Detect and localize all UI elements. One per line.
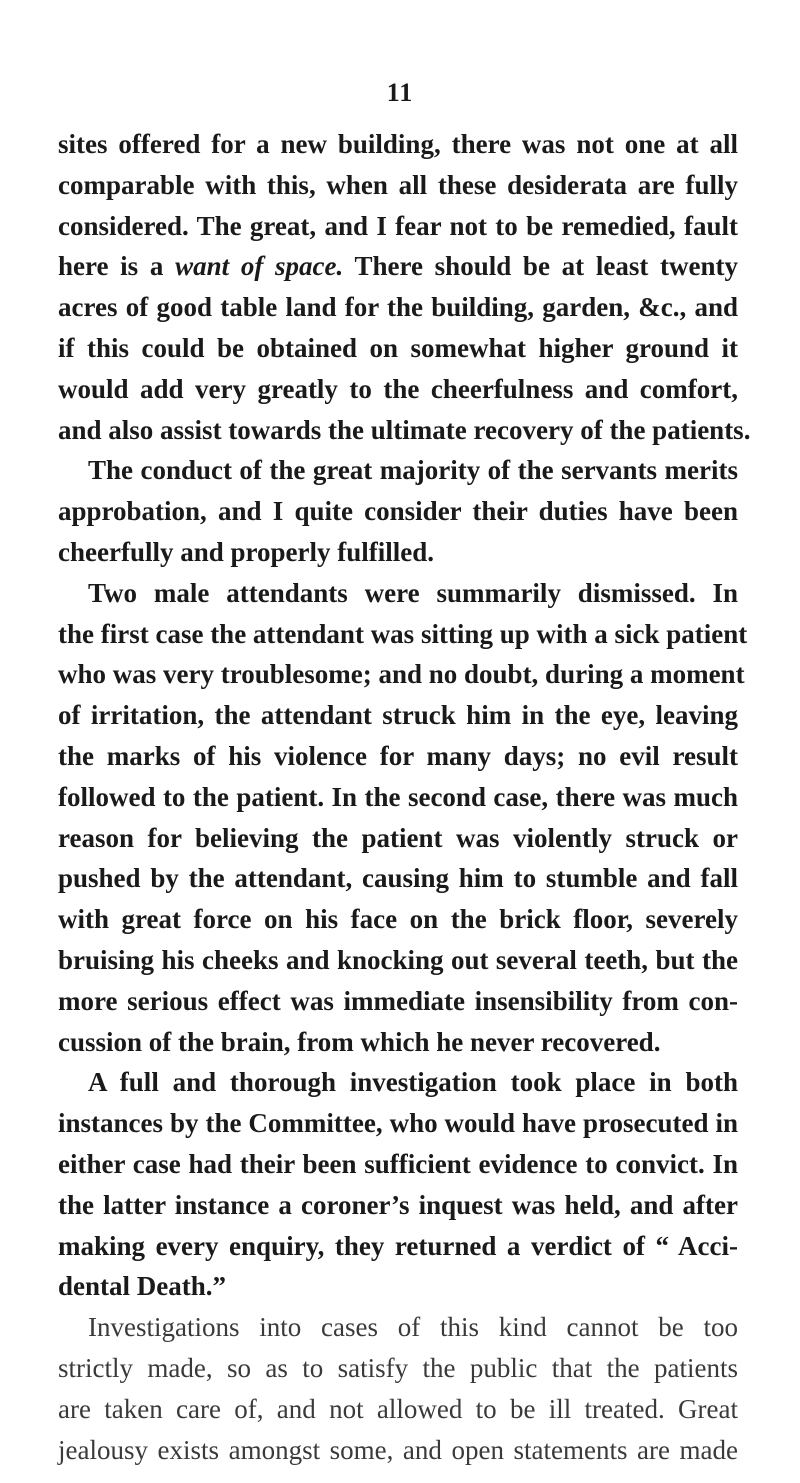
text-line: The conduct of the great majority of the servants merits bbox=[88, 455, 738, 486]
text-line: the marks of his violence for many days; no evil result bbox=[58, 740, 738, 771]
text-line: cussion of the brain, from which he never recovered. bbox=[58, 1026, 661, 1057]
text-line: would add very greatly to the cheerfulness and comfort, bbox=[58, 373, 738, 404]
text-line: A full and thorough investigation took place in both bbox=[88, 1067, 738, 1098]
italic-phrase: want of space. bbox=[175, 251, 344, 282]
text-line: reason for believing the patient was violently struck or bbox=[58, 822, 738, 853]
text-line: instances by the Committee, who would have prosecuted in bbox=[58, 1108, 738, 1139]
text-run: here is a bbox=[58, 251, 176, 282]
text-line: with great force on his face on the brick floor, severely bbox=[58, 904, 738, 935]
text-line: jealousy exists amongst some, and open statements are made bbox=[58, 1434, 738, 1465]
text-line: if this could be obtained on somewhat higher ground it bbox=[58, 332, 738, 363]
text-line: more serious effect was immediate insensibility from con- bbox=[58, 985, 738, 1016]
text-run: There should be at least twenty bbox=[343, 251, 738, 282]
text-line: and also assist towards the ultimate recovery of the patients. bbox=[58, 414, 751, 445]
text-line: bruising his cheeks and knocking out several teeth, but the bbox=[58, 944, 738, 975]
text-line: either case had their been sufficient evidence to convict. In bbox=[58, 1148, 738, 1179]
text-line: comparable with this, when all these desiderata are fully bbox=[58, 169, 738, 200]
text-line: Two male attendants were summarily dismissed. In bbox=[88, 577, 738, 608]
text-line: strictly made, so as to satisfy the public that the patients bbox=[58, 1352, 738, 1383]
text-line: the latter instance a coroner’s inquest was held, and after bbox=[58, 1189, 738, 1220]
page-number: 11 bbox=[386, 78, 414, 107]
text-line: pushed by the attendant, causing him to stumble and fall bbox=[58, 863, 738, 894]
text-line: of irritation, the attendant struck him in the eye, leaving bbox=[58, 700, 738, 731]
text-line: the first case the attendant was sitting up with a sick patient bbox=[58, 618, 748, 649]
text-line: dental Death.” bbox=[58, 1271, 226, 1302]
body-text bbox=[58, 124, 751, 1470]
text-line: acres of good table land for the building, garden, &c., and bbox=[58, 292, 738, 323]
text-line bbox=[58, 246, 738, 287]
text-line: followed to the patient. In the second case, there was much bbox=[58, 781, 738, 812]
text-line: making every enquiry, they returned a verdict of “ Acci- bbox=[58, 1230, 738, 1261]
text-line: Investigations into cases of this kind cannot be too bbox=[88, 1312, 738, 1343]
text-line: who was very troublesome; and no doubt, during a moment bbox=[58, 659, 745, 690]
text-line: considered. The great, and I fear not to be remedied, fault bbox=[58, 210, 738, 241]
text-line: are taken care of, and not allowed to be ill treated. Great bbox=[58, 1393, 738, 1424]
text-line: cheerfully and properly fulfilled. bbox=[58, 536, 434, 567]
text-line: approbation, and I quite consider their duties have been bbox=[58, 496, 738, 527]
text-line: sites offered for a new building, there was not one at all bbox=[58, 129, 738, 159]
